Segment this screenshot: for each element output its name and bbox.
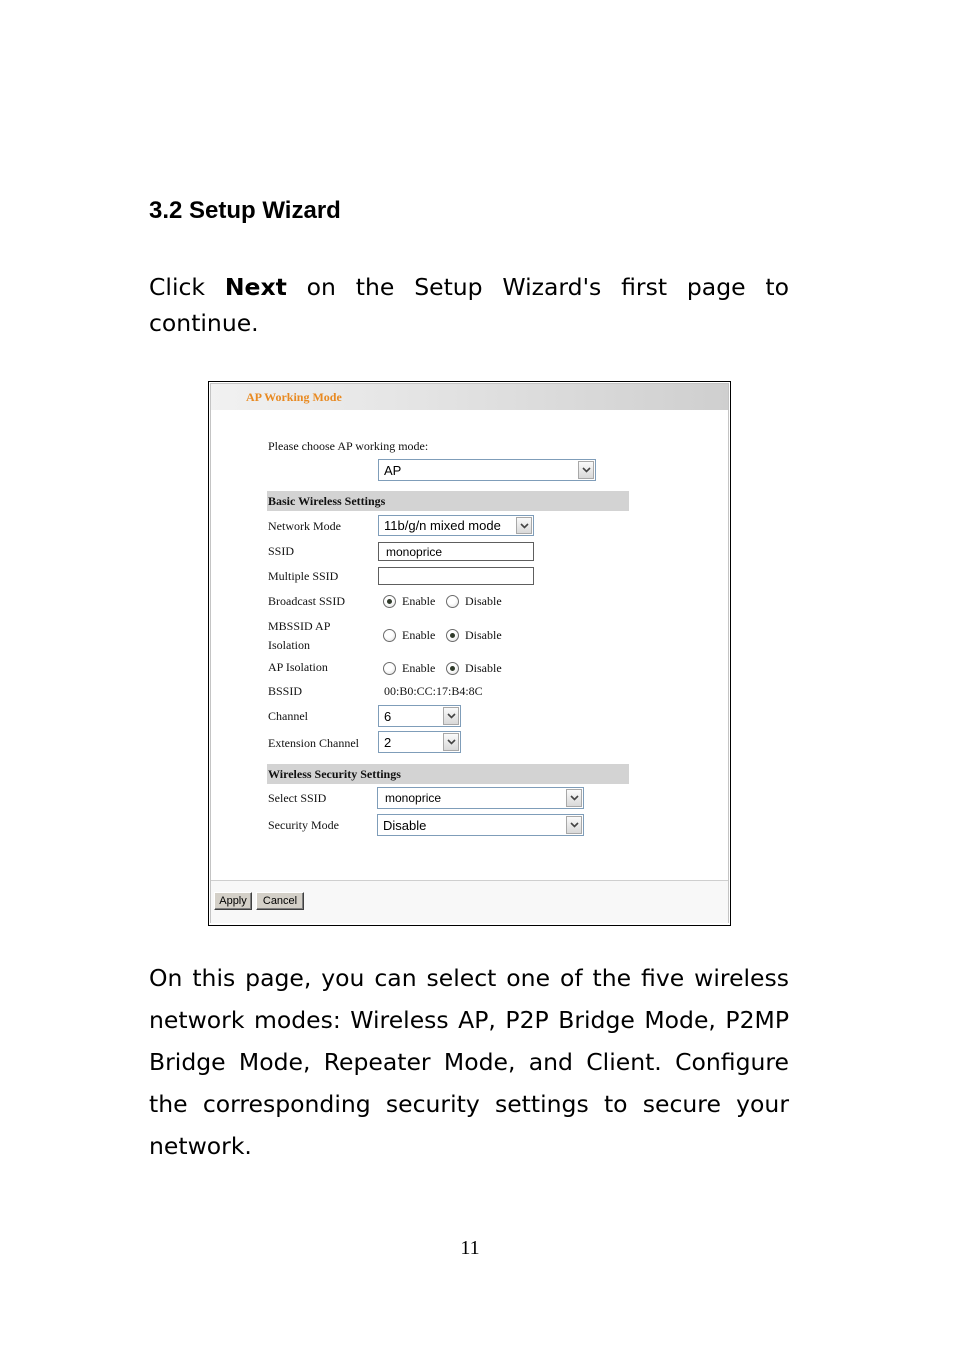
bssid-value: 00:B0:CC:17:B4:8C [384,684,483,698]
channel-select[interactable] [378,705,461,727]
broadcast-ssid-disable-radio[interactable] [446,595,459,608]
page-number: 11 [460,1237,480,1259]
input-value: monoprice [386,544,443,559]
dropdown-button[interactable] [516,517,532,534]
dropdown-button[interactable] [443,707,459,725]
mode-prompt: Please choose AP working mode: [268,439,429,453]
bssid-label: BSSID [268,684,303,698]
chevron-down-icon [447,713,456,719]
cancel-button[interactable]: Cancel [256,892,304,910]
ap-isolation-disable-radio[interactable] [446,662,459,675]
description-line: network. [149,1132,252,1160]
broadcast-ssid-enable-radio[interactable] [383,595,396,608]
select-value: Disable [383,817,427,833]
intro-paragraph [149,269,789,341]
apply-button[interactable]: Apply [214,892,252,910]
chevron-down-icon [570,795,579,801]
description-line: Bridge Mode, Repeater Mode, and Client. Configure [149,1048,789,1076]
dropdown-button[interactable] [566,789,582,807]
intro-next-emphasis: Next [224,273,287,301]
select-value: AP [384,462,402,478]
chevron-down-icon [447,739,456,745]
multiple-ssid-label: Multiple SSID [268,569,339,583]
select-value: 11b/g/n mixed mode [384,518,501,533]
select-value: 2 [384,734,392,750]
radio-label-enable: Enable [402,661,436,675]
network-mode-select[interactable] [378,515,534,536]
radio-label-enable: Enable [402,594,436,608]
ssid-label: SSID [268,544,295,558]
multiple-ssid-input[interactable] [378,567,534,585]
dropdown-button[interactable] [443,733,459,751]
extension-channel-label: Extension Channel [268,736,359,750]
select-ssid-select[interactable] [377,787,584,809]
ap-working-mode-panel [210,383,729,923]
description-line: On this page, you can select one of the five wireless [149,964,789,992]
intro-text-before: Click [149,273,225,301]
channel-label: Channel [268,709,308,723]
section-heading: 3.2 Setup Wizard [149,197,341,224]
mbssid-isolation-disable-radio[interactable] [446,629,459,642]
security-mode-label: Security Mode [268,818,339,832]
select-value: monoprice [385,791,442,805]
radio-label-disable: Disable [465,628,502,642]
panel-title: AP Working Mode [246,390,342,404]
intro-text-after: on the Setup Wizard's first page to [286,273,790,301]
wireless-security-settings-header: Wireless Security Settings [267,764,629,784]
ap-isolation-enable-radio[interactable] [383,662,396,675]
dropdown-button[interactable] [578,461,594,479]
description-line: network modes: Wireless AP, P2P Bridge Mode, P2MP [149,1006,789,1034]
radio-label-disable: Disable [465,661,502,675]
radio-label-enable: Enable [402,628,436,642]
panel-footer [211,880,728,923]
mbssid-ap-isolation-label: MBSSID AP Isolation [268,619,330,652]
extension-channel-select[interactable] [378,731,461,753]
select-ssid-label: Select SSID [268,791,327,805]
mbssid-isolation-enable-radio[interactable] [383,629,396,642]
network-mode-label: Network Mode [268,519,341,533]
description-paragraph [149,957,789,1167]
broadcast-ssid-label: Broadcast SSID [268,594,345,608]
select-value: 6 [384,708,392,724]
ap-isolation-label: AP Isolation [268,660,328,674]
chevron-down-icon [520,523,529,529]
description-line: the corresponding security settings to secure your [149,1090,789,1118]
basic-wireless-settings-header: Basic Wireless Settings [267,491,629,511]
wizard-screenshot [208,381,731,926]
radio-label-disable: Disable [465,594,502,608]
dropdown-button[interactable] [566,816,582,834]
intro-line [149,269,789,305]
chevron-down-icon [570,822,579,828]
panel-header [211,384,728,410]
security-mode-select[interactable] [377,814,584,836]
intro-line: continue. [149,309,259,337]
ap-mode-select[interactable] [378,459,596,481]
ssid-input[interactable] [378,542,534,561]
chevron-down-icon [582,467,591,473]
